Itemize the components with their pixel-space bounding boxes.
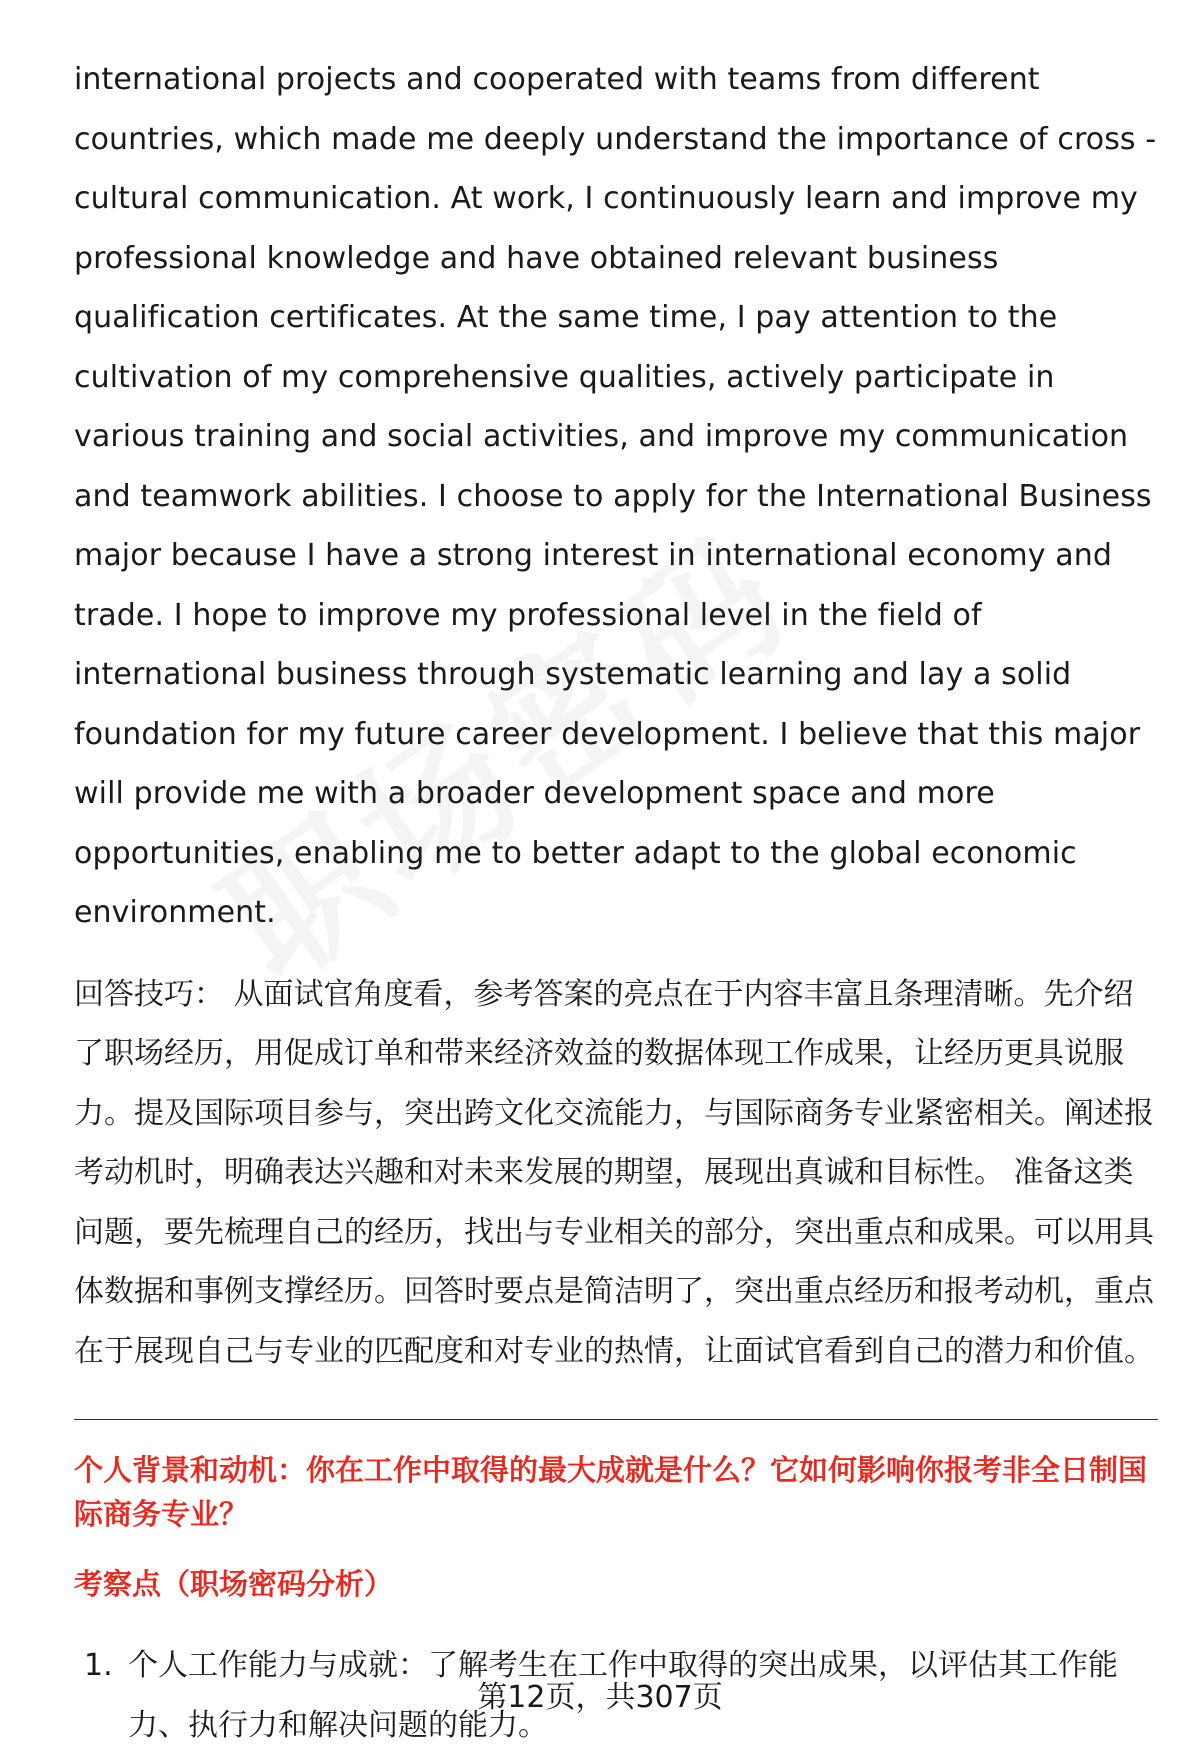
question-heading: 个人背景和动机：你在工作中取得的最大成就是什么？它如何影响你报考非全日制国际商务专业？ (74, 1453, 1148, 1531)
body-paragraph: international projects and cooperated with teams from different countries, which made me deeply understand the importance of cross - cultural communication. At work, I continuously learn and improve my professional knowledge and have obtained relevant business qualification certificates. At the same time, I pay attention to the cultivation of my comprehensive qualities, actively participate in various training and social activities, and improve my communication and teamwork abilities. I choose to apply for the International Business major because I have a strong interest in international economy and trade. I hope to improve my professional level in the field of international business through systematic learning and lay a solid foundation for my future career development. I believe that this major will provide me with a broader development space and more opportunities, enabling me to better adapt to the global economic environment. (74, 62, 1157, 930)
tips-label: 回答技巧： (74, 976, 224, 1012)
tips-text: 从面试官角度看，参考答案的亮点在于内容丰富且条理清晰。先介绍了职场经历，用促成订单和带来经济效益的数据体现工作成果，让经历更具说服力。提及国际项目参与，突出跨文化交流能力，与国际商务专业紧密相关。阐述报考动机时，明确表达兴趣和对未来发展的期望，展现出真诚和目标性。 准备这类问题，要先梳理自己的经历，找出与专业相关的部分，突出重点和成果。可以用具体数据和事例支撑经历。回答时要点是简洁明了，突出重点经历和报考动机，重点在于展现自己与专业的匹配度和对专业的热情，让面试官看到自己的潜力和价值。 (74, 976, 1154, 1369)
answer-tips (74, 965, 1158, 1382)
section-title: 考察点（职场密码分析） (74, 1567, 394, 1601)
section-divider (74, 1419, 1158, 1420)
list-item-text: 个人工作能力与成就：了解考生在工作中取得的突出成果，以评估其工作能力、执行力和解决问题的能力。 (128, 1648, 1118, 1743)
document-page (74, 50, 1158, 1756)
list-item-number: 1. (84, 1648, 113, 1683)
page-footer: 第12页，共307页 (477, 1680, 723, 1715)
